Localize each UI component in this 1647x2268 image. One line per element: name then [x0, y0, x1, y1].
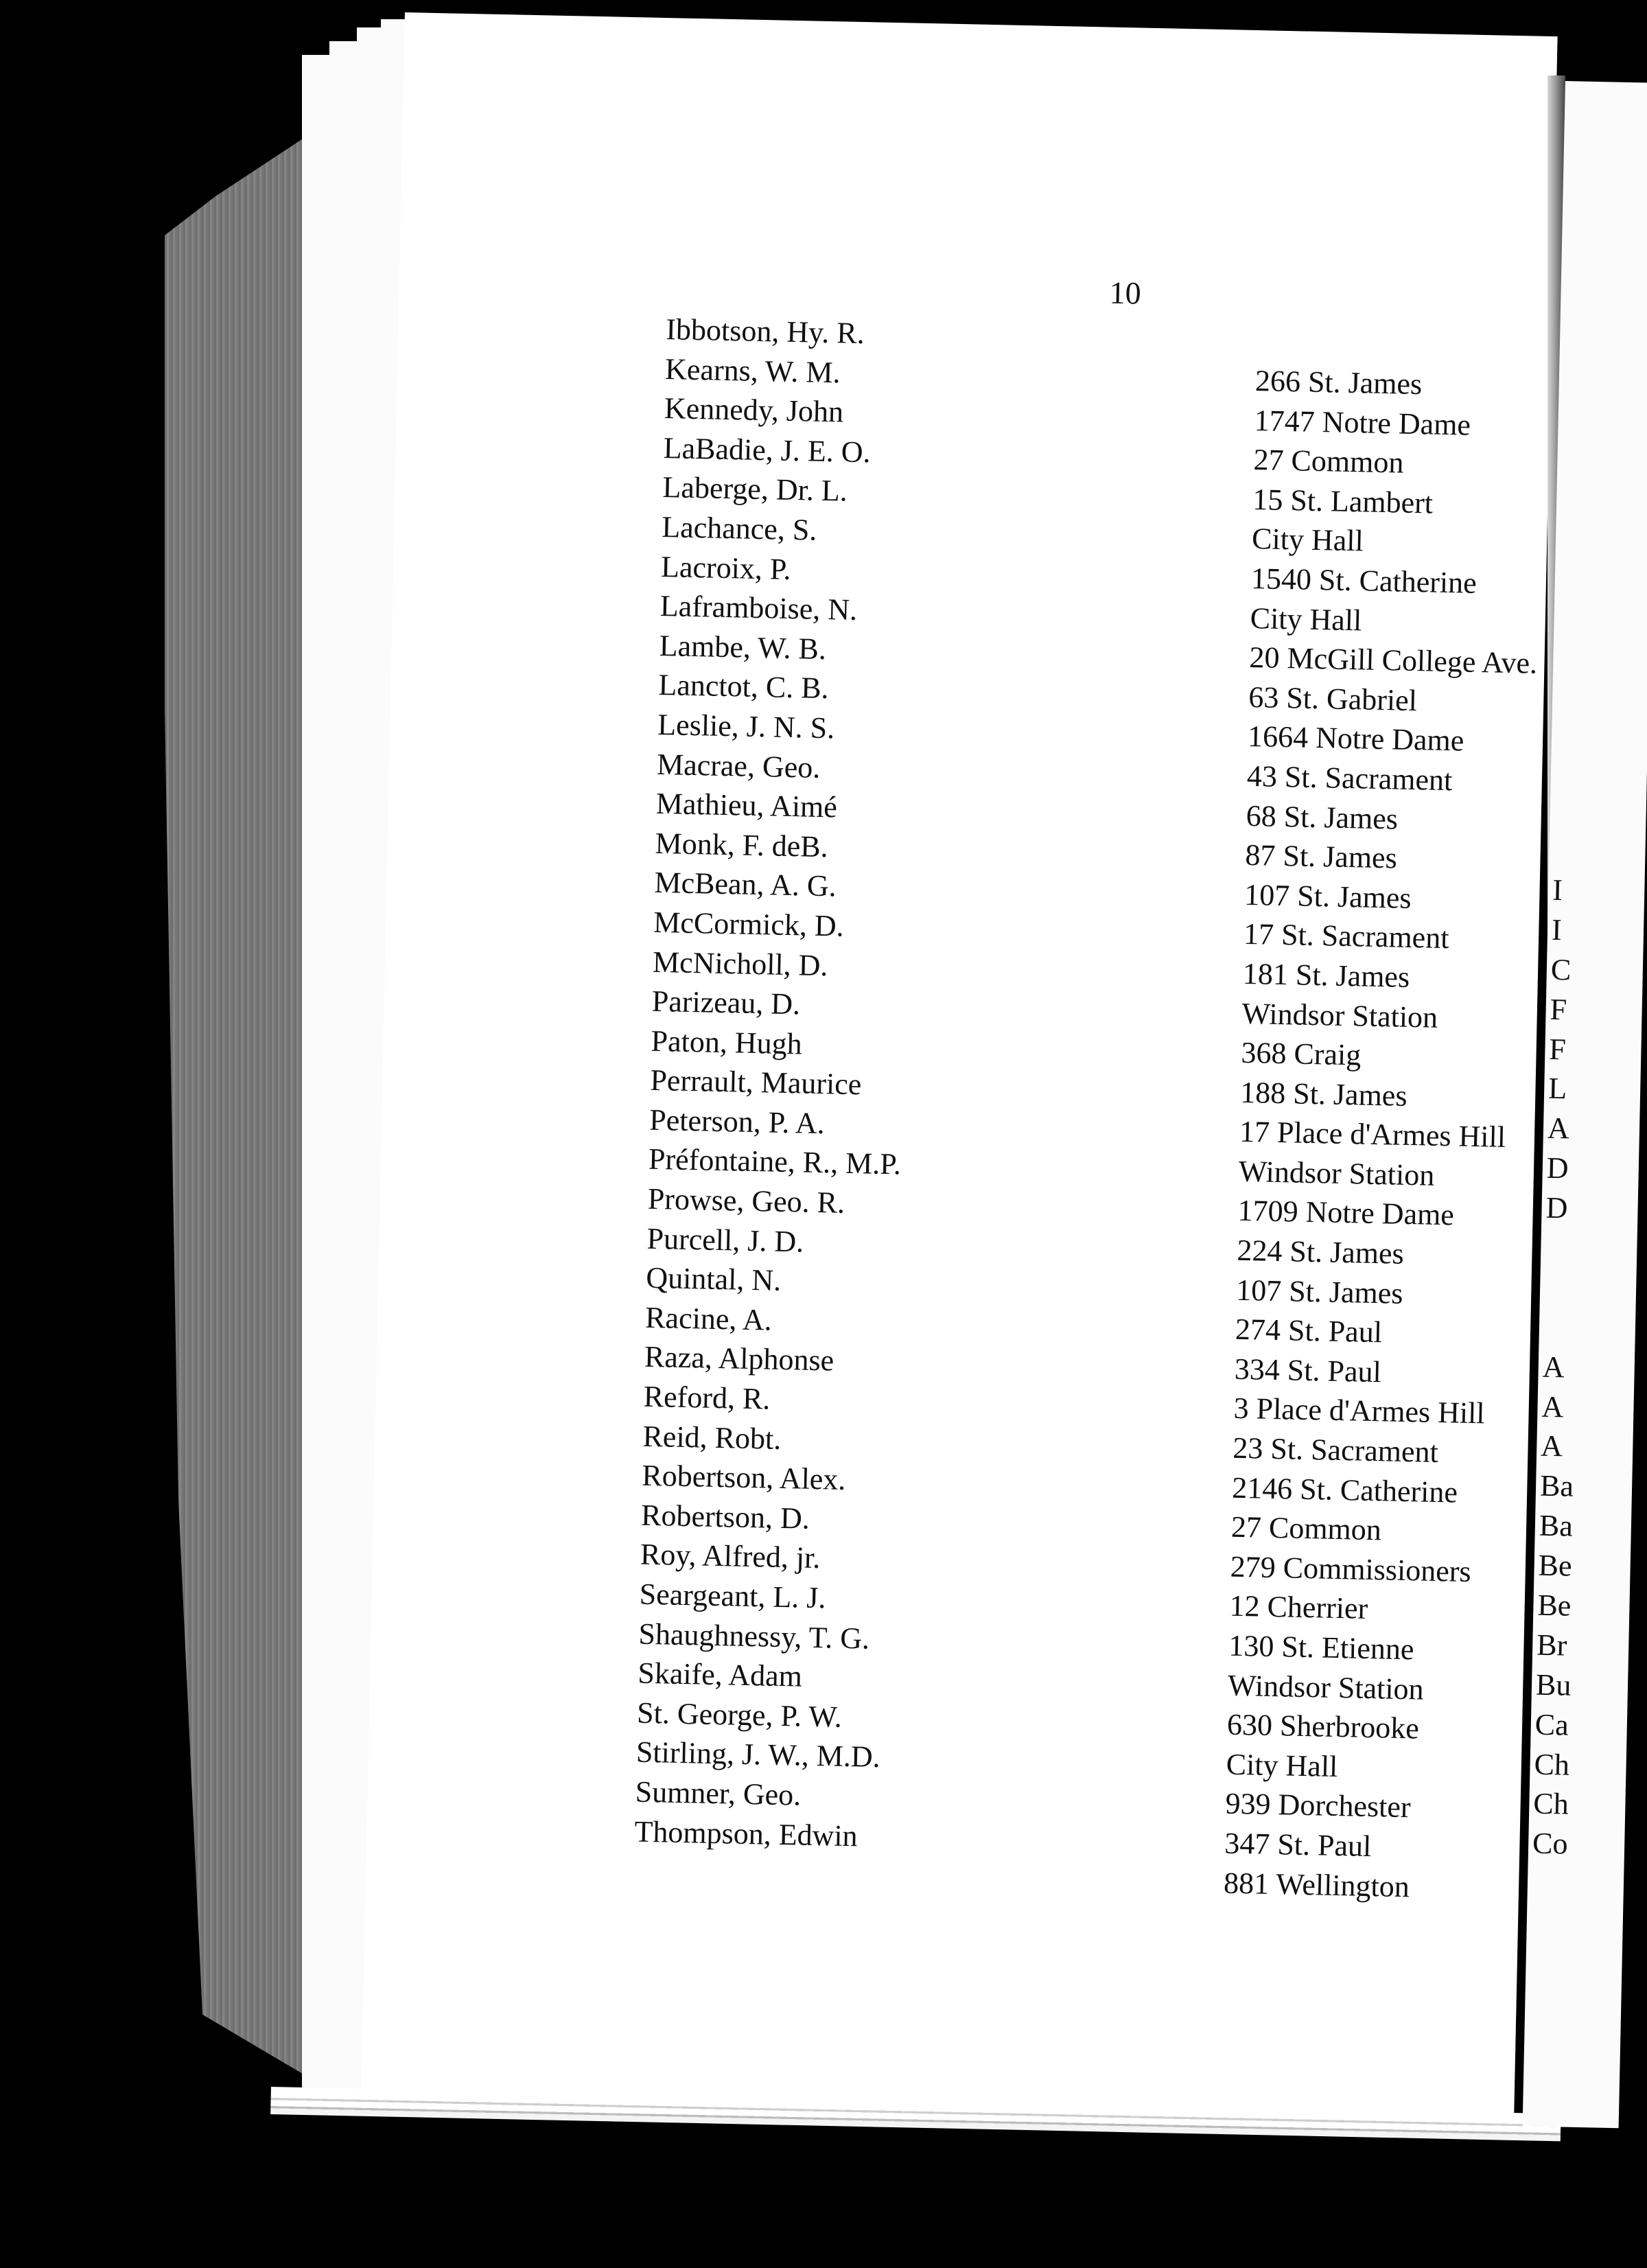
directory-address: 107 St. James — [1235, 1273, 1403, 1310]
directory-name: McNicholl, D. — [652, 945, 828, 982]
directory-address: 87 St. James — [1245, 838, 1398, 875]
directory-address: 881 Wellington — [1223, 1866, 1410, 1903]
directory-address: City Hall — [1226, 1747, 1338, 1783]
directory-name: Parizeau, D. — [651, 984, 801, 1021]
addresses-column — [1224, 361, 1544, 1908]
facing-page-letter: Co — [1532, 1826, 1569, 1862]
directory-name: St. George, P. W. — [636, 1696, 843, 1734]
directory-address: 1747 Notre Dame — [1254, 403, 1471, 442]
directory-name: Purcell, J. D. — [646, 1221, 804, 1259]
directory-address: 15 St. Lambert — [1252, 482, 1434, 520]
directory-name: Macrae, Geo. — [656, 747, 821, 785]
facing-page-letter: Ch — [1532, 1787, 1569, 1822]
facing-page-letter: C — [1550, 952, 1572, 987]
directory-address: 274 St. Paul — [1235, 1312, 1383, 1350]
directory-name: Leslie, J. N. S. — [657, 707, 835, 745]
facing-page-letter: Ba — [1539, 1469, 1574, 1504]
facing-page-letter: L — [1547, 1072, 1567, 1106]
names-column — [634, 310, 919, 1856]
directory-name: Laberge, Dr. L. — [662, 470, 848, 509]
directory-name: Laframboise, N. — [659, 589, 858, 627]
directory-address: 630 Sherbrooke — [1226, 1707, 1420, 1746]
directory-address: 2146 St. Catherine — [1231, 1470, 1458, 1509]
directory-name: Kennedy, John — [664, 391, 844, 429]
directory-name: Robertson, Alex. — [641, 1458, 846, 1497]
facing-page-letter: A — [1547, 1111, 1570, 1146]
directory-address: 224 St. James — [1236, 1233, 1405, 1271]
directory-address: 12 Cherrier — [1229, 1589, 1368, 1626]
directory-address: 347 St. Paul — [1224, 1826, 1372, 1864]
directory-name: Ibbotson, Hy. R. — [665, 312, 865, 351]
facing-page-letter: Br — [1536, 1628, 1567, 1663]
facing-page-letter: Be — [1537, 1588, 1572, 1623]
directory-address: 63 St. Gabriel — [1248, 680, 1418, 717]
directory-name: Reford, R. — [643, 1379, 771, 1416]
directory-address: 334 St. Paul — [1234, 1352, 1382, 1389]
directory-name: McBean, A. G. — [654, 866, 837, 903]
directory-name: Reid, Robt. — [642, 1419, 782, 1456]
directory-name: Roy, Alfred, jr. — [640, 1538, 821, 1575]
facing-page-letter — [1543, 1308, 1579, 1348]
directory-name: Monk, F. deB. — [655, 826, 829, 864]
directory-name: Thompson, Edwin — [634, 1814, 858, 1853]
facing-page-letter: Ca — [1534, 1707, 1569, 1742]
directory-name: Sumner, Geo. — [635, 1774, 802, 1812]
directory-address: 181 St. James — [1242, 956, 1410, 994]
facing-page-letter — [1545, 1228, 1581, 1269]
directory-address: 23 St. Sacrament — [1232, 1431, 1439, 1470]
directory-name: Perrault, Maurice — [649, 1063, 862, 1102]
directory-address: 43 St. Sacrament — [1246, 759, 1453, 798]
directory-name: Robertson, D. — [640, 1498, 810, 1536]
directory-address: 17 Place d'Armes Hill — [1239, 1115, 1506, 1155]
directory-name: Skaife, Adam — [637, 1656, 803, 1693]
directory-address: 1709 Notre Dame — [1237, 1194, 1455, 1232]
directory-address: 17 St. Sacrament — [1243, 917, 1449, 956]
directory-name: Prowse, Geo. R. — [647, 1181, 845, 1220]
directory-address: 266 St. James — [1254, 364, 1423, 402]
directory-address: Windsor Station — [1238, 1154, 1435, 1192]
directory-name: Raza, Alphonse — [644, 1340, 834, 1378]
directory-address: 368 Craig — [1241, 1035, 1362, 1072]
facing-page-letter: I — [1551, 912, 1563, 947]
directory-name: Quintal, N. — [645, 1261, 782, 1298]
directory-address: 107 St. James — [1243, 877, 1412, 915]
directory-page — [361, 12, 1557, 2123]
directory-name: Stirling, J. W., M.D. — [635, 1735, 881, 1774]
facing-page-letter: A — [1540, 1429, 1563, 1463]
directory-name: Shaughnessy, T. G. — [638, 1617, 870, 1656]
directory-address: 1664 Notre Dame — [1247, 719, 1464, 758]
directory-name: LaBadie, J. E. O. — [663, 430, 872, 470]
directory-address: 20 McGill College Ave. — [1249, 640, 1538, 680]
facing-page-letter: D — [1545, 1190, 1568, 1225]
directory-address: City Hall — [1251, 522, 1364, 558]
directory-name: Kearns, W. M. — [664, 351, 841, 389]
directory-name: Racine, A. — [644, 1300, 773, 1337]
facing-page-letter: D — [1546, 1151, 1569, 1185]
facing-page-letter: Be — [1538, 1548, 1573, 1583]
directory-name: Peterson, P. A. — [649, 1102, 826, 1141]
directory-address: 188 St. James — [1239, 1075, 1408, 1113]
facing-page-letter: Bu — [1535, 1667, 1572, 1702]
facing-page-letters — [1532, 870, 1589, 1864]
directory-name: Lambe, W. B. — [659, 628, 827, 666]
directory-name: Paton, Hugh — [651, 1023, 803, 1061]
page-number: 10 — [1109, 275, 1142, 311]
facing-page-letter: F — [1550, 992, 1567, 1027]
facing-page-letter: A — [1542, 1350, 1565, 1385]
directory-name: Lanctot, C. B. — [658, 668, 830, 706]
directory-name: Préfontaine, R., M.P. — [648, 1142, 902, 1181]
directory-address: 3 Place d'Armes Hill — [1233, 1391, 1486, 1431]
directory-name: Mathieu, Aimé — [655, 787, 838, 824]
facing-page-letter: F — [1548, 1032, 1567, 1066]
facing-page-letter: I — [1552, 872, 1563, 907]
directory-address: 27 Common — [1230, 1509, 1382, 1547]
directory-name: Seargeant, L. J. — [639, 1577, 826, 1615]
directory-name: McCormick, D. — [653, 905, 845, 943]
directory-address: 279 Commissioners — [1230, 1549, 1472, 1588]
directory-address: 939 Dorchester — [1225, 1786, 1412, 1825]
directory-name: Lacroix, P. — [660, 549, 792, 586]
facing-page-letter — [1544, 1268, 1580, 1308]
directory-address: Windsor Station — [1241, 996, 1438, 1034]
facing-page-letter: A — [1541, 1389, 1564, 1424]
directory-address: 27 Common — [1253, 443, 1404, 480]
directory-name: Lachance, S. — [661, 509, 817, 547]
directory-address: 68 St. James — [1246, 798, 1399, 836]
directory-address: City Hall — [1250, 601, 1362, 637]
facing-page-letter: Ch — [1534, 1747, 1570, 1782]
directory-address: 1540 St. Catherine — [1250, 561, 1477, 600]
directory-address: Windsor Station — [1227, 1668, 1425, 1706]
facing-page-letter: Ba — [1539, 1508, 1574, 1543]
directory-address: 130 St. Etienne — [1228, 1628, 1414, 1667]
